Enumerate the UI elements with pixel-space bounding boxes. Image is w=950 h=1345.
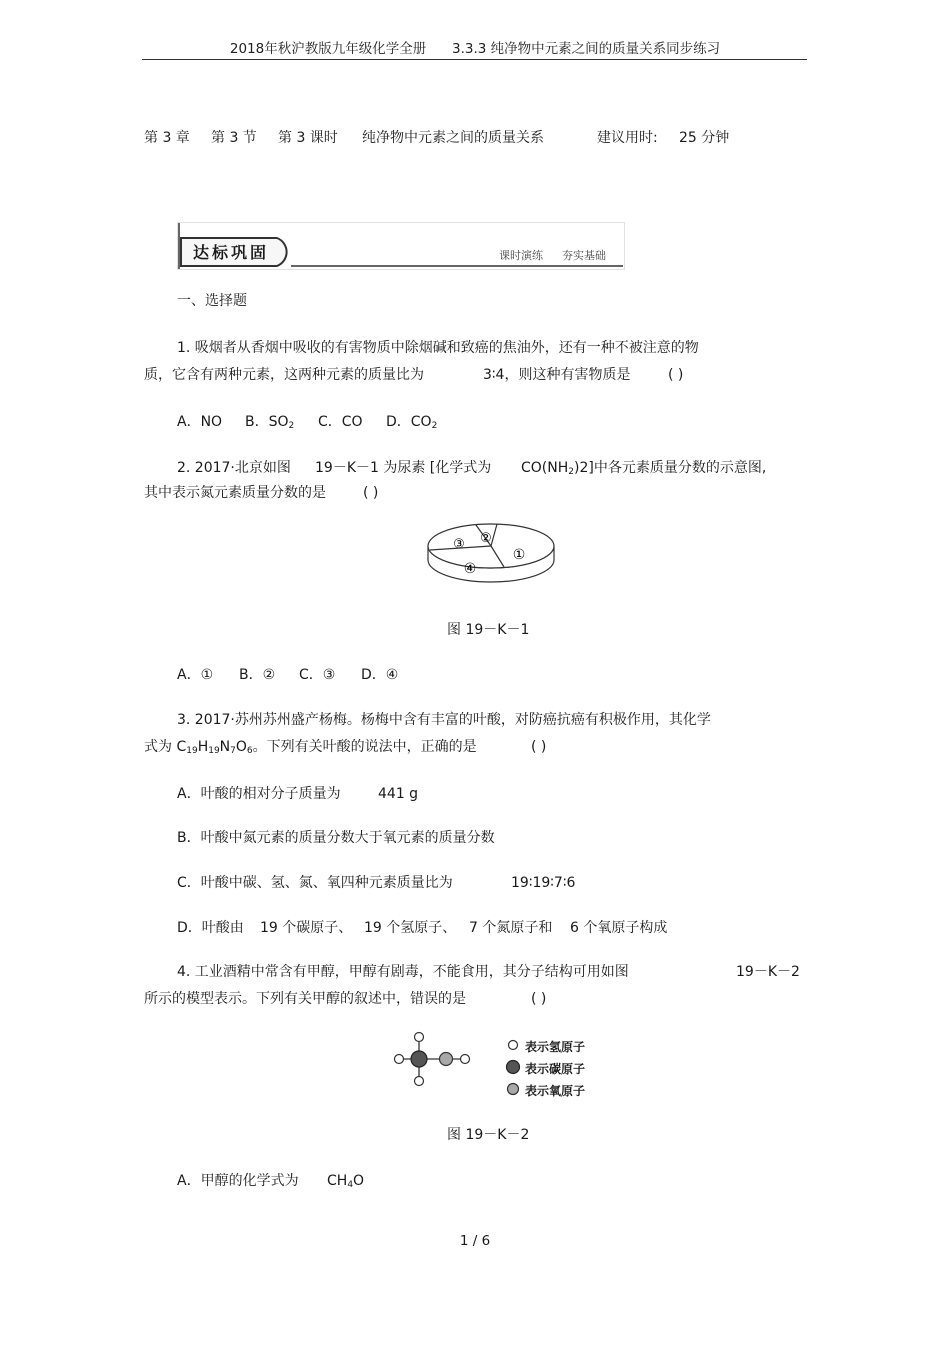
q4-option-a-text: A．甲醇的化学式为 [177,1173,299,1189]
legend-carbon-icon [507,1061,520,1074]
q1-option-b: B．$SO_2$ [245,414,295,431]
q2-figure-caption: 图 19－K－1 [447,622,530,638]
q1-option-a: A．NO [177,414,223,430]
q3-option-d-a: D．叶酸由 [177,920,244,936]
q1-line2b: 3∶4，则这种有害物质是 [483,367,631,383]
q1-option-d: D．$CO_2$ [386,414,438,431]
lesson-section: 第 3 节 [211,130,257,146]
q2-line2: 其中表示氮元素质量分数的是 [144,485,326,501]
banner-subtitle-1: 课时演练 [499,249,543,262]
q3-option-b: B．叶酸中氮元素的质量分数大于氧元素的质量分数 [177,830,495,846]
hydrogen-atom-left [395,1055,404,1064]
q1-option-c: C．CO [318,414,363,430]
q2-option-d: D．④ [361,667,399,683]
q4-figure-caption: 图 19－K－2 [447,1127,530,1143]
lesson-topic: 纯净物中元素之间的质量关系 [362,130,544,146]
suggested-time: 25 分钟 [679,130,730,146]
q4-line1a: 4. 工业酒精中常含有甲醇，甲醇有剧毒，不能食用，其分子结构可用如图 [177,964,629,980]
page-number: 1 / 6 [459,1233,491,1249]
q1-line2a: 质，它含有两种元素，这两种元素的质量比为 [144,367,424,383]
q3-option-d-e: 6 个氧原子构成 [570,920,668,936]
legend-hydrogen-label: 表示氢原子 [525,1040,586,1054]
banner-subtitle-2: 夯实基础 [562,249,606,262]
q2-line1b: 19－K－1 为尿素 [化学式为 [315,460,492,476]
q2-option-c: C．③ [299,667,336,683]
pie-label-4: ④ [463,561,477,577]
q3-option-c-value: 19∶19∶7∶6 [511,875,576,891]
atom-legend-symbols [505,1037,521,1097]
q2-option-b: B．② [239,667,276,683]
section-banner [177,222,625,270]
q2-line1a: 2. 2017·北京如图 [177,460,291,476]
hydrogen-atom-bottom [415,1077,424,1086]
q3-option-a-value: 441 g [378,786,419,802]
q3-option-d-d: 7 个氮原子和 [469,920,553,936]
q4-line2: 所示的模型表示。下列有关甲醇的叙述中，错误的是 [144,991,466,1007]
section-heading: 一、选择题 [177,293,247,309]
pie-label-1: ① [512,547,526,563]
q1-line1: 1. 吸烟者从香烟中吸收的有害物质中除烟碱和致癌的焦油外，还有一种不被注意的物 [177,340,699,356]
pie-label-3: ③ [453,537,465,552]
q3-option-d-c: 19 个氢原子、 [364,920,457,936]
legend-hydrogen-icon [509,1041,518,1050]
q4-option-a-formula: $CH_4O$ [327,1173,365,1190]
q3-line1: 3. 2017·苏州苏州盛产杨梅。杨梅中含有丰富的叶酸，对防癌抗癌有积极作用，其化学 [177,712,711,728]
methanol-model [390,1030,490,1090]
legend-oxygen-label: 表示氧原子 [525,1084,586,1098]
q4-answer-blank: ( ) [531,991,547,1007]
carbon-atom [411,1051,427,1067]
q3-answer-blank: ( ) [531,739,547,755]
legend-carbon-label: 表示碳原子 [525,1062,586,1076]
q3-option-d-b: 19 个碳原子、 [260,920,353,936]
banner-title: 达标巩固 [193,243,270,262]
q4-line1b: 19－K－2 [736,964,800,980]
q2-line1c: $CO(NH_2)2$]中各元素质量分数的示意图, [521,460,767,477]
q2-option-a: A．① [177,667,214,683]
pie-label-2: ② [480,531,492,546]
q3-formula-line: 式为 $C_{19}H_{19}N_7O_6$。下列有关叶酸的说法中，正确的是 [144,739,477,756]
q3-option-a-text: A．叶酸的相对分子质量为 [177,786,341,802]
lesson-number: 第 3 课时 [278,130,338,146]
urea-pie-figure [426,518,558,600]
lesson-chapter: 第 3 章 [144,130,190,146]
hydrogen-atom-top [415,1033,424,1042]
header-rule [142,59,807,60]
hydrogen-atom-right [461,1055,470,1064]
q2-answer-blank: ( ) [363,485,379,501]
suggested-time-label: 建议用时: [597,130,658,146]
oxygen-atom [440,1053,453,1066]
running-header: 2018年秋沪教版九年级化学全册 3.3.3 纯净物中元素之间的质量关系同步练习 [229,41,721,57]
q3-option-c-text: C．叶酸中碳、氢、氮、氧四种元素质量比为 [177,875,453,891]
q1-answer-blank: ( ) [668,367,684,383]
legend-oxygen-icon [508,1084,519,1095]
